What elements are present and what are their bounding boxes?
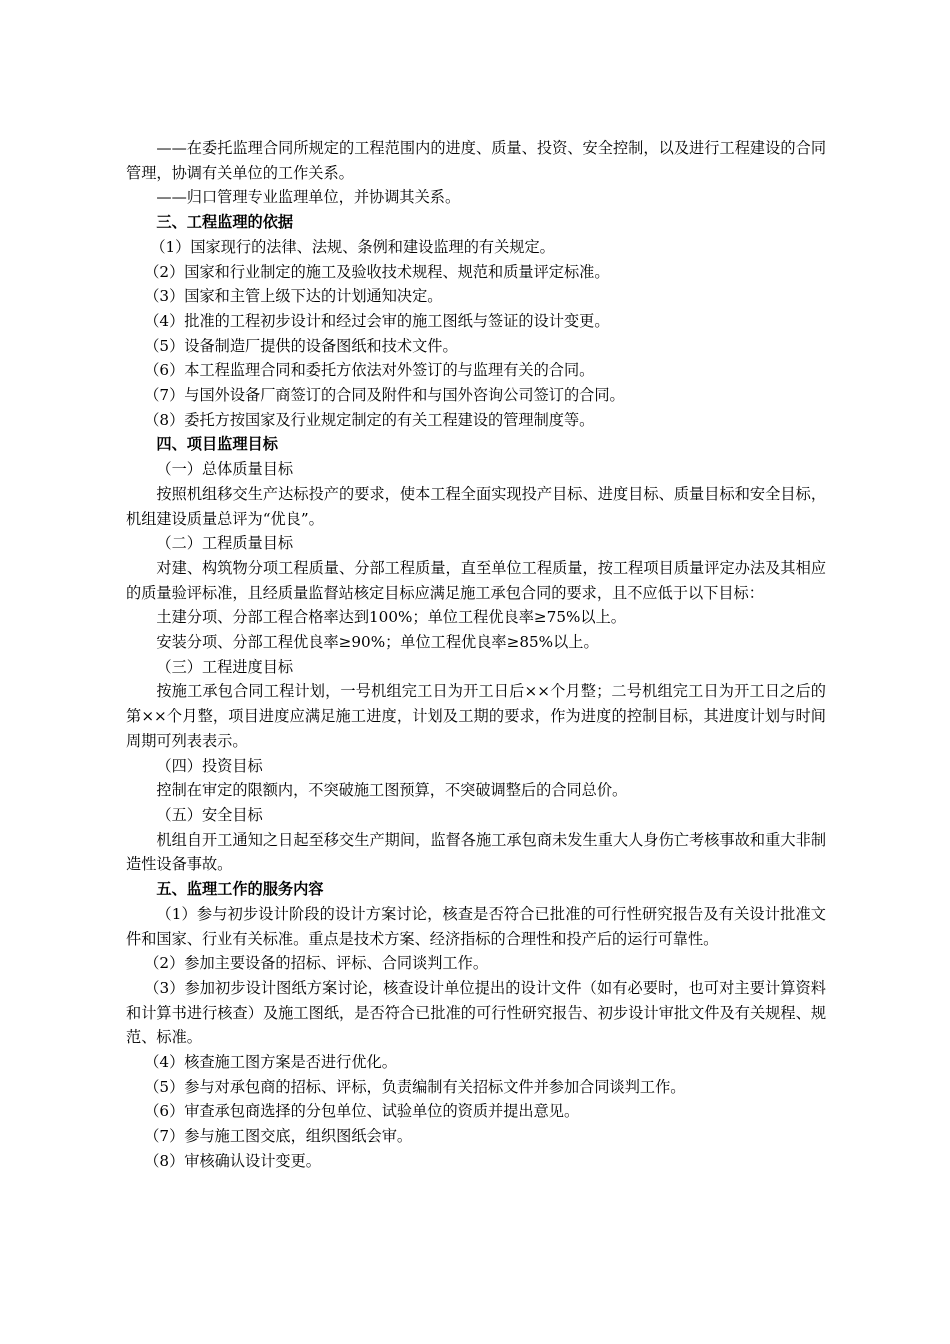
goal-install-rate: 安装分项、分部工程优良率≥90%；单位工程优良率≥85%以上。 xyxy=(156,633,599,652)
goal-text-overall-quality: 按照机组移交生产达标投产的要求，使本工程全面实现投产目标、进度目标、质量目标和安全目标，机组建设质量总评为“优良”。 xyxy=(126,484,826,528)
section-heading-basis: 三、工程监理的依据 xyxy=(156,213,294,232)
basis-item-6: （6）本工程监理合同和委托方依法对外签订的与监理有关的合同。 xyxy=(144,361,595,380)
goal-text-safety: 机组自开工通知之日起至移交生产期间，监督各施工承包商未发生重大人身伤亡考核事故和重大非制造性设备事故。 xyxy=(126,830,826,874)
goal-title-overall-quality: （一）总体质量目标 xyxy=(156,460,294,479)
service-item-1: （1）参与初步设计阶段的设计方案讨论，核查是否符合已批准的可行性研究报告及有关设计批准文件和国家、行业有关标准。重点是技术方案、经济指标的合理性和投产后的运行可靠性。 xyxy=(126,904,826,948)
paragraph-scope-control: ——在委托监理合同所规定的工程范围内的进度、质量、投资、安全控制，以及进行工程建设的合同管理，协调有关单位的工作关系。 xyxy=(126,139,826,182)
basis-item-2: （2）国家和行业制定的施工及验收技术规程、规范和质量评定标准。 xyxy=(144,262,610,281)
basis-item-5: （5）设备制造厂提供的设备图纸和技术文件。 xyxy=(144,336,458,355)
basis-item-7: （7）与国外设备厂商签订的合同及附件和与国外咨询公司签订的合同。 xyxy=(144,386,625,405)
section-heading-goals: 四、项目监理目标 xyxy=(156,435,278,454)
service-item-4: （4）核查施工图方案是否进行优化。 xyxy=(144,1053,397,1072)
basis-item-4: （4）批准的工程初步设计和经过会审的施工图纸与签证的设计变更。 xyxy=(144,311,610,330)
paragraph-scope-coordination: ——归口管理专业监理单位，并协调其关系。 xyxy=(156,188,461,207)
goal-text-investment: 控制在审定的限额内，不突破施工图预算，不突破调整后的合同总价。 xyxy=(156,781,628,800)
basis-item-3: （3）国家和主管上级下达的计划通知决定。 xyxy=(144,287,443,306)
goal-civil-rate: 土建分项、分部工程合格率达到100%；单位工程优良率≥75%以上。 xyxy=(156,608,626,627)
basis-item-8: （8）委托方按国家及行业规定制定的有关工程建设的管理制度等。 xyxy=(144,410,595,429)
goal-text-engineering-quality: 对建、构筑物分项工程质量、分部工程质量，直至单位工程质量，按工程项目质量评定办法及其相应的质量验评标准，且经质量监督站核定目标应满足施工承包合同的要求，且不应低于以下目标： xyxy=(126,558,826,602)
goal-title-engineering-quality: （二）工程质量目标 xyxy=(156,534,294,553)
basis-item-1: （1）国家现行的法律、法规、条例和建设监理的有关规定。 xyxy=(150,237,555,256)
section-heading-services: 五、监理工作的服务内容 xyxy=(156,880,324,899)
goal-title-safety: （五）安全目标 xyxy=(156,805,263,824)
goal-text-schedule: 按施工承包合同工程计划，一号机组完工日为开工日后××个月整；二号机组完工日为开工日之后的第××个月整，项目进度应满足施工进度，计划及工期的要求，作为进度的控制目标，其进度计划与时间周期可列表表示。 xyxy=(126,682,826,750)
service-item-2: （2）参加主要设备的招标、评标、合同谈判工作。 xyxy=(144,954,489,973)
service-item-6: （6）审查承包商选择的分包单位、试验单位的资质并提出意见。 xyxy=(144,1102,580,1121)
service-item-7: （7）参与施工图交底，组织图纸会审。 xyxy=(144,1127,413,1146)
goal-title-investment: （四）投资目标 xyxy=(156,756,263,775)
service-item-3: （3）参加初步设计图纸方案讨论，核查设计单位提出的设计文件（如有必要时，也可对主要计算资料和计算书进行核查）及施工图纸，是否符合已批准的可行性研究报告、初步设计审批文件及有关规程、规范、标准。 xyxy=(126,978,826,1047)
document-page xyxy=(126,136,826,1174)
service-item-5: （5）参与对承包商的招标、评标，负责编制有关招标文件并参加合同谈判工作。 xyxy=(144,1077,686,1096)
goal-title-schedule: （三）工程进度目标 xyxy=(156,657,294,676)
service-item-8: （8）审核确认设计变更。 xyxy=(144,1151,321,1170)
